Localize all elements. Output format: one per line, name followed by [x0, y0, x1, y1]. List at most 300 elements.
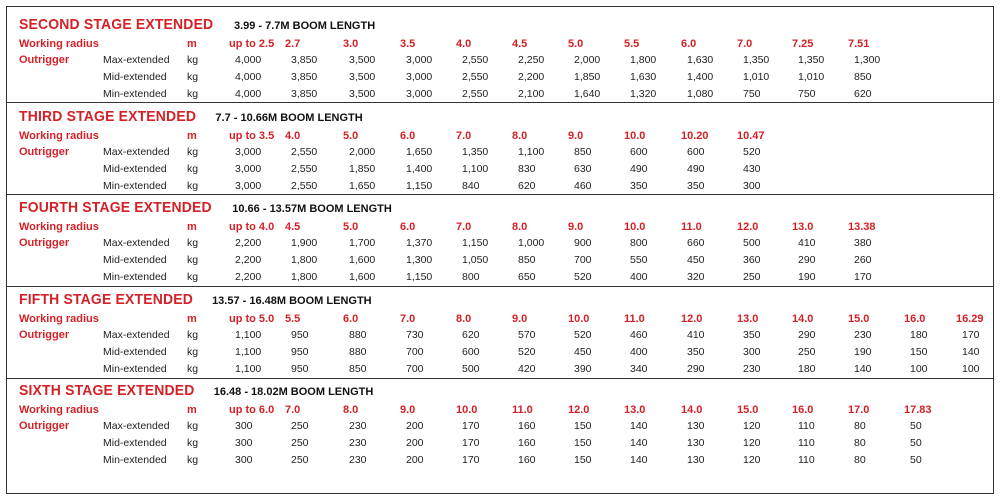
radius-value: 4.0 [285, 130, 301, 142]
load-row [7, 52, 993, 68]
load-row [7, 452, 993, 468]
load-value: 4,000 [235, 54, 262, 66]
load-value: 100 [962, 363, 980, 375]
load-value: 230 [743, 363, 761, 375]
load-value: 340 [630, 363, 648, 375]
load-unit: kg [187, 271, 199, 283]
load-value: 850 [854, 71, 872, 83]
load-value: 3,850 [291, 88, 318, 100]
load-value: 290 [798, 329, 816, 341]
load-value: 300 [743, 180, 761, 192]
radius-value: 17.0 [848, 404, 870, 416]
load-unit: kg [187, 163, 199, 175]
radius-unit: m [187, 38, 197, 50]
working-radius-row [7, 128, 993, 144]
load-value: 1,640 [574, 88, 601, 100]
load-value: 160 [518, 420, 536, 432]
load-value: 80 [854, 437, 866, 449]
radius-value: 9.0 [568, 130, 584, 142]
load-value: 150 [910, 346, 928, 358]
load-value: 570 [518, 329, 536, 341]
boom-length-label: 13.57 - 16.48M BOOM LENGTH [212, 295, 372, 307]
load-value: 840 [462, 180, 480, 192]
stage-title-text: FIFTH STAGE EXTENDED [19, 291, 193, 308]
load-value: 1,630 [687, 54, 714, 66]
load-value: 600 [630, 146, 648, 158]
section-divider [7, 286, 993, 287]
load-value: 2,250 [518, 54, 545, 66]
radius-value: 10.0 [568, 313, 590, 325]
load-value: 400 [630, 271, 648, 283]
load-value: 160 [518, 454, 536, 466]
outrigger-label: Outrigger [19, 54, 70, 66]
load-value: 1,800 [291, 271, 318, 283]
load-unit: kg [187, 54, 199, 66]
radius-value: 16.29 [956, 313, 984, 325]
load-value: 1,320 [630, 88, 657, 100]
load-chart-frame [6, 6, 994, 494]
load-row [7, 344, 993, 360]
radius-value: 4.0 [456, 38, 472, 50]
load-value: 460 [574, 180, 592, 192]
load-value: 2,000 [574, 54, 601, 66]
load-value: 1,150 [462, 237, 489, 249]
load-unit: kg [187, 237, 199, 249]
load-value: 3,500 [349, 71, 376, 83]
load-value: 1,800 [291, 254, 318, 266]
radius-unit: m [187, 404, 197, 416]
section-divider [7, 194, 993, 195]
load-value: 430 [743, 163, 761, 175]
load-value: 170 [462, 454, 480, 466]
load-value: 1,350 [798, 54, 825, 66]
load-value: 110 [798, 454, 815, 466]
radius-value: 5.0 [568, 38, 584, 50]
load-value: 300 [235, 454, 253, 466]
load-value: 750 [798, 88, 816, 100]
load-value: 2,100 [518, 88, 545, 100]
load-value: 550 [630, 254, 648, 266]
load-value: 600 [687, 146, 705, 158]
outrigger-label: Outrigger [19, 146, 70, 158]
load-value: 3,850 [291, 71, 318, 83]
load-value: 300 [743, 346, 761, 358]
outrigger-label: Outrigger [19, 420, 70, 432]
load-value: 950 [291, 346, 309, 358]
load-unit: kg [187, 254, 199, 266]
stage-title [19, 107, 363, 127]
stage-title [19, 198, 392, 218]
load-value: 290 [798, 254, 816, 266]
radius-value: 13.38 [848, 221, 876, 233]
load-value: 410 [687, 329, 705, 341]
load-value: 200 [406, 454, 424, 466]
load-value: 50 [910, 420, 922, 432]
load-value: 140 [630, 454, 648, 466]
load-value: 80 [854, 454, 866, 466]
load-row [7, 269, 993, 285]
section-divider [7, 102, 993, 103]
outrigger-extension-label: Max-extended [103, 146, 170, 158]
radius-value: 10.0 [456, 404, 478, 416]
radius-value: 14.0 [792, 313, 814, 325]
radius-value: 3.5 [400, 38, 416, 50]
load-value: 130 [687, 420, 705, 432]
load-value: 2,550 [291, 180, 318, 192]
load-value: 180 [910, 329, 928, 341]
load-unit: kg [187, 363, 199, 375]
boom-length-label: 7.7 - 10.66M BOOM LENGTH [215, 112, 363, 124]
load-value: 150 [574, 437, 592, 449]
outrigger-extension-label: Mid-extended [103, 346, 167, 358]
load-value: 260 [854, 254, 872, 266]
outrigger-extension-label: Max-extended [103, 420, 170, 432]
load-value: 230 [854, 329, 872, 341]
load-value: 1,150 [406, 271, 433, 283]
radius-value: 5.0 [343, 221, 359, 233]
radius-value: 16.0 [904, 313, 926, 325]
load-value: 1,900 [291, 237, 318, 249]
load-value: 520 [574, 271, 592, 283]
load-value: 850 [574, 146, 592, 158]
load-unit: kg [187, 454, 199, 466]
load-value: 850 [518, 254, 536, 266]
load-value: 490 [630, 163, 648, 175]
load-value: 500 [743, 237, 761, 249]
radius-value: 2.7 [285, 38, 301, 50]
load-value: 1,630 [630, 71, 657, 83]
load-value: 250 [743, 271, 761, 283]
load-value: 50 [910, 437, 922, 449]
load-unit: kg [187, 329, 199, 341]
load-value: 3,000 [235, 146, 262, 158]
radius-value: up to 2.5 [229, 38, 275, 50]
load-value: 880 [349, 346, 367, 358]
load-value: 3,500 [349, 54, 376, 66]
radius-value: 12.0 [681, 313, 703, 325]
load-row [7, 418, 993, 434]
load-value: 2,550 [462, 88, 489, 100]
load-value: 4,000 [235, 88, 262, 100]
load-row [7, 69, 993, 85]
radius-value: 7.51 [848, 38, 870, 50]
load-value: 1,400 [687, 71, 714, 83]
load-value: 110 [798, 437, 815, 449]
radius-value: 4.5 [285, 221, 301, 233]
radius-value: 6.0 [400, 130, 416, 142]
load-value: 1,850 [574, 71, 601, 83]
load-value: 110 [798, 420, 815, 432]
radius-value: 7.0 [737, 38, 753, 50]
radius-value: 5.0 [343, 130, 359, 142]
outrigger-extension-label: Max-extended [103, 237, 170, 249]
radius-value: 6.0 [343, 313, 359, 325]
load-value: 800 [630, 237, 648, 249]
load-value: 950 [291, 363, 309, 375]
load-value: 1,650 [349, 180, 376, 192]
boom-length-label: 3.99 - 7.7M BOOM LENGTH [233, 20, 376, 32]
radius-value: 7.0 [456, 221, 472, 233]
load-value: 150 [574, 454, 592, 466]
load-value: 1,080 [687, 88, 714, 100]
radius-value: 14.0 [681, 404, 703, 416]
radius-value: 15.0 [848, 313, 870, 325]
radius-value: 6.0 [400, 221, 416, 233]
outrigger-extension-label: Mid-extended [103, 437, 167, 449]
load-value: 400 [630, 346, 648, 358]
stage-title [19, 290, 372, 310]
load-value: 1,000 [518, 237, 545, 249]
load-value: 650 [518, 271, 536, 283]
load-value: 1,800 [630, 54, 657, 66]
load-value: 170 [854, 271, 872, 283]
load-value: 160 [518, 437, 536, 449]
working-radius-label: Working radius [19, 38, 99, 50]
radius-value: 10.47 [737, 130, 765, 142]
radius-value: 11.0 [624, 313, 645, 325]
outrigger-extension-label: Mid-extended [103, 163, 167, 175]
load-value: 730 [406, 329, 424, 341]
load-value: 500 [462, 363, 480, 375]
load-value: 2,550 [462, 54, 489, 66]
radius-value: 3.0 [343, 38, 359, 50]
radius-value: 13.0 [792, 221, 814, 233]
radius-value: 4.5 [512, 38, 528, 50]
working-radius-row [7, 36, 993, 52]
radius-value: 12.0 [737, 221, 759, 233]
working-radius-row [7, 219, 993, 235]
load-value: 3,000 [406, 71, 433, 83]
load-value: 140 [962, 346, 980, 358]
radius-value: 15.0 [737, 404, 759, 416]
load-value: 1,100 [235, 329, 262, 341]
radius-value: 8.0 [456, 313, 472, 325]
radius-value: 5.5 [624, 38, 640, 50]
load-value: 120 [743, 454, 761, 466]
load-value: 350 [630, 180, 648, 192]
working-radius-label: Working radius [19, 313, 99, 325]
load-row [7, 235, 993, 251]
boom-length-label: 10.66 - 13.57M BOOM LENGTH [232, 203, 392, 215]
load-value: 1,010 [798, 71, 825, 83]
radius-value: 13.0 [624, 404, 646, 416]
radius-value: 9.0 [400, 404, 416, 416]
load-row [7, 144, 993, 160]
load-value: 880 [349, 329, 367, 341]
load-row [7, 178, 993, 194]
load-unit: kg [187, 146, 199, 158]
load-value: 360 [743, 254, 761, 266]
radius-value: 5.5 [285, 313, 301, 325]
load-value: 1,370 [406, 237, 433, 249]
outrigger-extension-label: Min-extended [103, 363, 167, 375]
load-value: 450 [574, 346, 592, 358]
load-value: 2,000 [349, 146, 376, 158]
load-value: 620 [462, 329, 480, 341]
radius-unit: m [187, 130, 197, 142]
load-value: 700 [406, 363, 424, 375]
load-value: 380 [854, 237, 872, 249]
load-value: 230 [349, 437, 367, 449]
radius-value: up to 5.0 [229, 313, 275, 325]
stage-title-text: FOURTH STAGE EXTENDED [19, 199, 212, 216]
load-value: 1,600 [349, 271, 376, 283]
load-value: 1,350 [743, 54, 770, 66]
load-value: 250 [798, 346, 816, 358]
radius-value: 10.0 [624, 130, 646, 142]
load-value: 140 [854, 363, 872, 375]
load-unit: kg [187, 71, 199, 83]
load-value: 300 [235, 420, 253, 432]
load-unit: kg [187, 88, 199, 100]
radius-value: 6.0 [681, 38, 697, 50]
load-value: 800 [462, 271, 480, 283]
load-value: 3,000 [406, 88, 433, 100]
load-value: 2,550 [291, 146, 318, 158]
load-row [7, 252, 993, 268]
load-value: 1,150 [406, 180, 433, 192]
outrigger-extension-label: Mid-extended [103, 71, 167, 83]
radius-value: 9.0 [568, 221, 584, 233]
load-value: 520 [574, 329, 592, 341]
load-value: 3,850 [291, 54, 318, 66]
load-value: 1,300 [406, 254, 433, 266]
load-value: 1,350 [462, 146, 489, 158]
load-value: 420 [518, 363, 536, 375]
working-radius-label: Working radius [19, 130, 99, 142]
working-radius-row [7, 402, 993, 418]
load-value: 3,000 [235, 180, 262, 192]
load-value: 250 [291, 454, 309, 466]
radius-value: 7.0 [400, 313, 416, 325]
load-row [7, 327, 993, 343]
load-value: 3,000 [406, 54, 433, 66]
load-value: 850 [349, 363, 367, 375]
load-unit: kg [187, 346, 199, 358]
load-value: 1,850 [349, 163, 376, 175]
stage-title-text: SECOND STAGE EXTENDED [19, 16, 214, 33]
load-value: 1,050 [462, 254, 489, 266]
radius-value: 8.0 [512, 130, 528, 142]
radius-value: 9.0 [512, 313, 528, 325]
radius-value: 13.0 [737, 313, 759, 325]
load-value: 1,700 [349, 237, 376, 249]
outrigger-extension-label: Min-extended [103, 88, 167, 100]
load-value: 3,500 [349, 88, 376, 100]
load-value: 1,010 [743, 71, 770, 83]
working-radius-label: Working radius [19, 221, 99, 233]
radius-value: 7.0 [456, 130, 472, 142]
load-value: 2,550 [291, 163, 318, 175]
load-value: 3,000 [235, 163, 262, 175]
radius-value: 16.0 [792, 404, 814, 416]
load-value: 230 [349, 454, 367, 466]
load-row [7, 435, 993, 451]
load-value: 1,100 [235, 346, 262, 358]
load-value: 390 [574, 363, 592, 375]
load-value: 150 [574, 420, 592, 432]
load-value: 190 [798, 271, 816, 283]
load-value: 520 [743, 146, 761, 158]
load-value: 1,400 [406, 163, 433, 175]
load-value: 2,200 [235, 237, 262, 249]
radius-value: 7.0 [285, 404, 301, 416]
load-value: 620 [518, 180, 536, 192]
load-value: 140 [630, 420, 648, 432]
load-value: 200 [406, 437, 424, 449]
load-row [7, 86, 993, 102]
load-value: 120 [743, 437, 761, 449]
radius-value: 11.0 [512, 404, 533, 416]
load-value: 290 [687, 363, 705, 375]
load-value: 180 [798, 363, 816, 375]
radius-value: 8.0 [512, 221, 528, 233]
load-value: 410 [798, 237, 816, 249]
radius-value: 10.0 [624, 221, 646, 233]
radius-value: 17.83 [904, 404, 932, 416]
radius-value: 11.0 [681, 221, 702, 233]
outrigger-extension-label: Max-extended [103, 329, 170, 341]
load-value: 170 [462, 437, 480, 449]
stage-title-text: SIXTH STAGE EXTENDED [19, 382, 195, 399]
load-value: 900 [574, 237, 592, 249]
stage-title-text: THIRD STAGE EXTENDED [19, 108, 197, 125]
outrigger-extension-label: Min-extended [103, 454, 167, 466]
load-value: 120 [743, 420, 761, 432]
load-value: 80 [854, 420, 866, 432]
load-value: 2,550 [462, 71, 489, 83]
load-value: 620 [854, 88, 872, 100]
load-value: 140 [630, 437, 648, 449]
load-row [7, 161, 993, 177]
load-value: 1,100 [462, 163, 489, 175]
load-value: 630 [574, 163, 592, 175]
load-unit: kg [187, 180, 199, 192]
stage-title [19, 15, 375, 35]
load-value: 4,000 [235, 71, 262, 83]
section-divider [7, 378, 993, 379]
load-value: 100 [910, 363, 928, 375]
radius-value: 7.25 [792, 38, 814, 50]
load-value: 600 [462, 346, 480, 358]
load-value: 520 [518, 346, 536, 358]
outrigger-extension-label: Min-extended [103, 271, 167, 283]
load-value: 490 [687, 163, 705, 175]
load-value: 200 [406, 420, 424, 432]
load-unit: kg [187, 420, 199, 432]
load-value: 250 [291, 420, 309, 432]
load-value: 1,300 [854, 54, 881, 66]
working-radius-label: Working radius [19, 404, 99, 416]
load-value: 300 [235, 437, 253, 449]
load-value: 450 [687, 254, 705, 266]
load-value: 2,200 [235, 271, 262, 283]
stage-title [19, 381, 373, 401]
load-value: 130 [687, 437, 705, 449]
load-value: 1,600 [349, 254, 376, 266]
outrigger-label: Outrigger [19, 329, 70, 341]
radius-value: up to 3.5 [229, 130, 275, 142]
load-value: 230 [349, 420, 367, 432]
load-value: 750 [743, 88, 761, 100]
load-value: 170 [462, 420, 480, 432]
load-value: 460 [630, 329, 648, 341]
load-value: 660 [687, 237, 705, 249]
load-value: 1,100 [518, 146, 545, 158]
working-radius-row [7, 311, 993, 327]
load-value: 130 [687, 454, 705, 466]
load-value: 2,200 [518, 71, 545, 83]
